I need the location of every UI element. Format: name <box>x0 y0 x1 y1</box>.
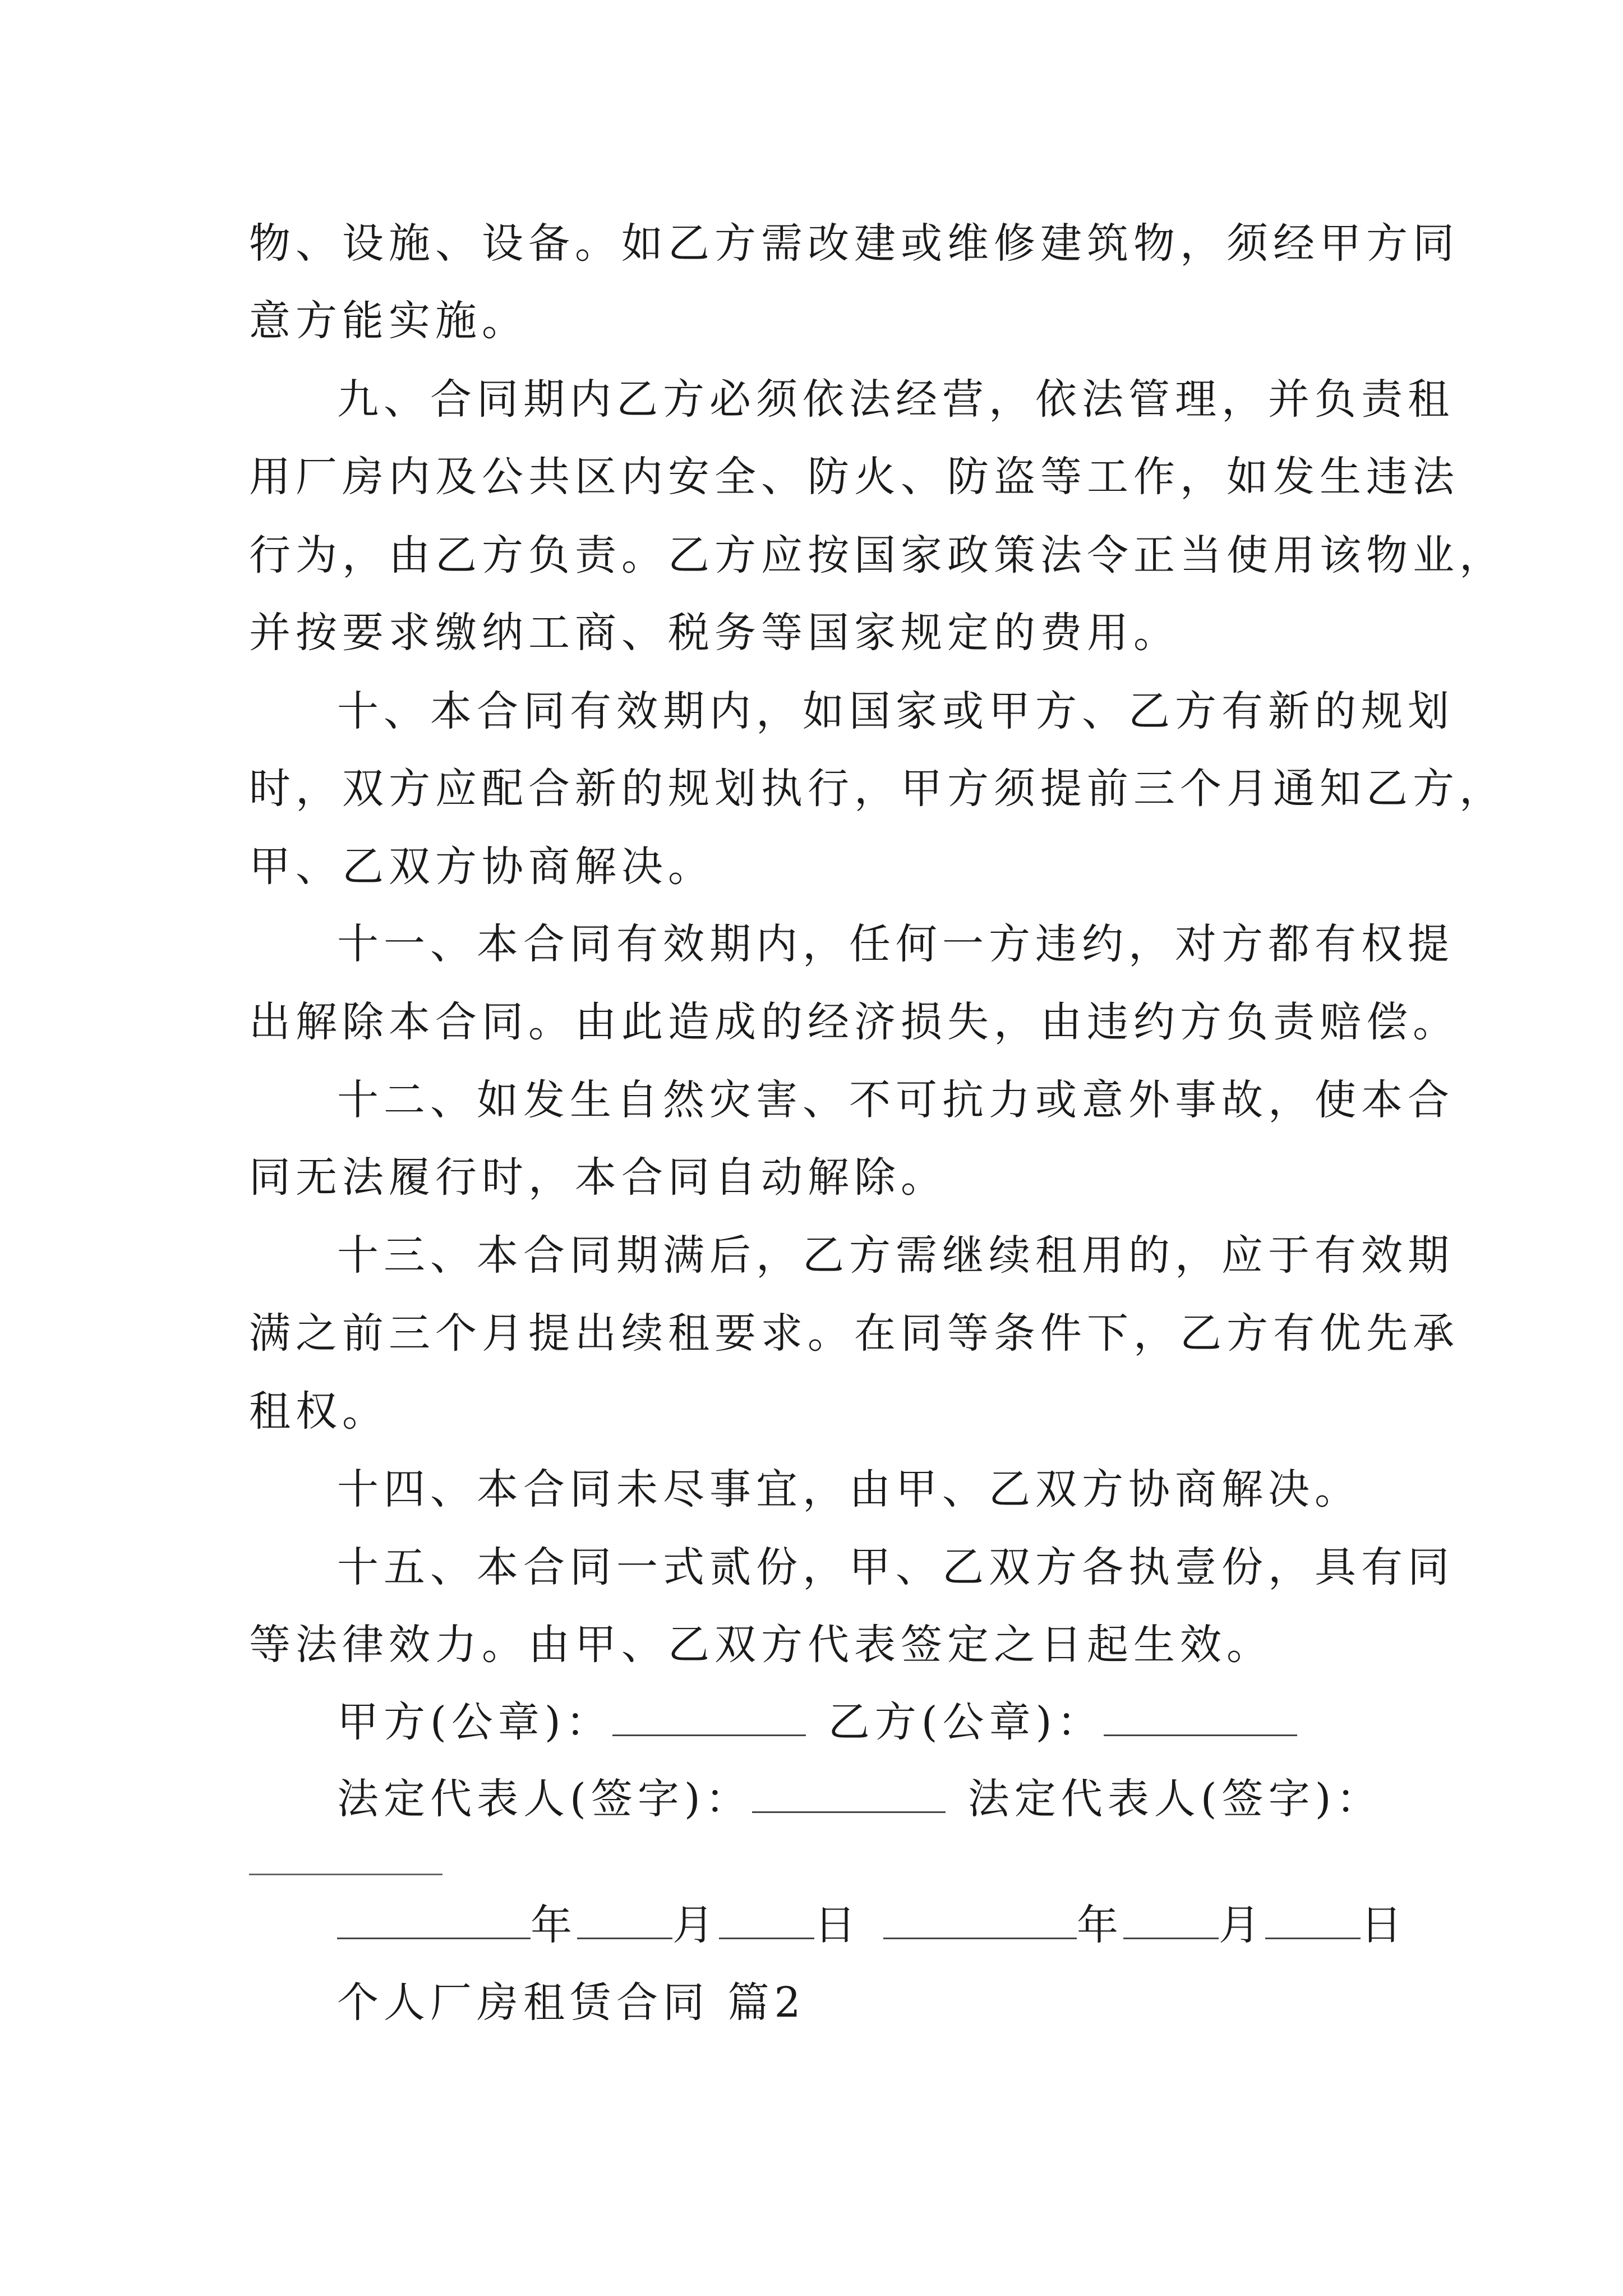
paragraph-line: 十四、本合同未尽事宜，由甲、乙双方协商解决。 <box>337 1465 1361 1513</box>
section-heading: 个人厂房租赁合同 篇2 <box>337 1978 806 2027</box>
paragraph-line: 十、本合同有效期内，如国家或甲方、乙方有新的规划 <box>337 687 1454 735</box>
paragraph-line: 并按要求缴纳工商、税务等国家规定的费用。 <box>249 609 1180 657</box>
party-b-rep-label: 法定代表人(签字)： <box>967 1775 1383 1823</box>
paragraph-line: 十二、如发生自然灾害、不可抗力或意外事故，使本合 <box>337 1076 1454 1124</box>
paragraph-line: 甲、乙双方协商解决。 <box>249 843 714 891</box>
party-a-seal-blank <box>612 1695 806 1736</box>
paragraph-line: 同无法履行时，本合同自动解除。 <box>249 1153 947 1202</box>
paragraph-line: 等法律效力。由甲、乙双方代表签定之日起生效。 <box>249 1621 1273 1669</box>
month-label-b: 月 <box>1219 1901 1265 1949</box>
paragraph-line: 租权。 <box>249 1387 389 1435</box>
paragraph-line: 行为，由乙方负责。乙方应按国家政策法令正当使用该物业， <box>249 531 1506 579</box>
party-a-rep-blank <box>752 1772 946 1813</box>
day-blank-b <box>1265 1898 1361 1939</box>
paragraph-line: 十三、本合同期满后，乙方需继续租用的，应于有效期 <box>337 1231 1454 1280</box>
paragraph-line: 时，双方应配合新的规划执行，甲方须提前三个月通知乙方， <box>249 765 1506 813</box>
party-a-seal-label: 甲方(公章)： <box>337 1698 612 1746</box>
paragraph-line: 物、设施、设备。如乙方需改建或维修建筑物，须经甲方同 <box>249 219 1459 268</box>
year-blank-b <box>883 1898 1077 1939</box>
paragraph-line: 满之前三个月提出续租要求。在同等条件下，乙方有优先承 <box>249 1309 1459 1358</box>
paragraph-line: 意方能实施。 <box>249 297 528 345</box>
party-b-rep-blank <box>249 1874 442 1875</box>
party-a-rep-label: 法定代表人(签字)： <box>337 1775 752 1823</box>
paragraph-line: 十一、本合同有效期内，任何一方违约，对方都有权提 <box>337 920 1454 968</box>
year-label-a: 年 <box>531 1901 577 1949</box>
representative-row <box>337 1771 1383 1827</box>
party-b-seal-label: 乙方(公章)： <box>828 1698 1104 1746</box>
day-label-a: 日 <box>814 1901 861 1949</box>
year-blank-a <box>337 1898 531 1939</box>
month-blank-b <box>1123 1898 1219 1939</box>
party-b-seal-blank <box>1104 1695 1297 1736</box>
seal-row <box>337 1694 1297 1750</box>
day-blank-a <box>719 1898 814 1939</box>
month-blank-a <box>577 1898 672 1939</box>
paragraph-line: 九、合同期内乙方必须依法经营，依法管理，并负责租 <box>337 375 1454 424</box>
paragraph-line: 出解除本合同。由此造成的经济损失，由违约方负责赔偿。 <box>249 998 1459 1046</box>
paragraph-line: 用厂房内及公共区内安全、防火、防盗等工作，如发生违法 <box>249 453 1459 501</box>
day-label-b: 日 <box>1361 1901 1407 1949</box>
year-label-b: 年 <box>1077 1901 1123 1949</box>
date-row <box>337 1897 1407 1953</box>
month-label-a: 月 <box>672 1901 719 1949</box>
paragraph-line: 十五、本合同一式贰份，甲、乙双方各执壹份，具有同 <box>337 1543 1454 1591</box>
